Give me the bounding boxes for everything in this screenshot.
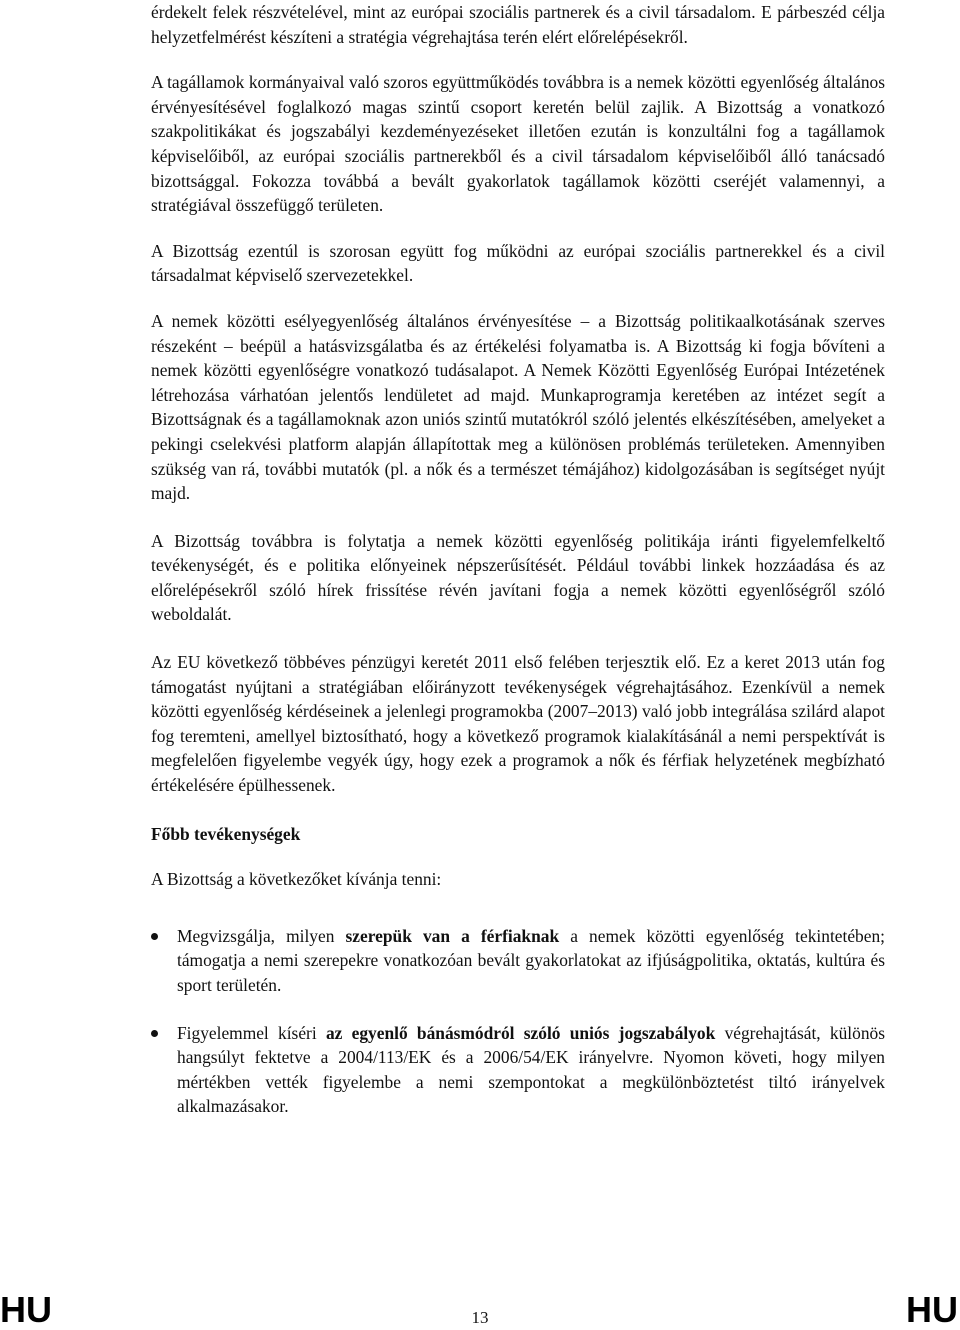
list-item-emphasis: szerepük van a férfiaknak [345, 925, 560, 946]
paragraph-gender-mainstreaming: A nemek közötti esélyegyenlőség általános érvényesítése – a Bizottság politikaalkotásának szerves részeként – beépül a hatásvizsgálatba és az értékelési folyamatba is. A Bizottság ki fogja bővíteni a nemek közötti egyenlőségre vonatkozó tudásalapot. A Nemek Közötti Egyenlőség Európai Intézetének létrehozása várhatóan jelentős lendületet ad majd. Munkaprogramja keretében az intézet segít a Bizottságnak és a tagállamoknak azon uniós szintű mutatókról szóló jelentés elkészítésében, amelyeket a pekingi cselekvési platform alapján állapítottak meg a különösen problémás területeken. Amennyiben szükség van rá, további mutatók (pl. a nők és a természet témájához) kidolgozásában is segítséget nyújt majd. [151, 310, 885, 504]
paragraph-member-state-cooperation: A tagállamok kormányaival való szoros együttműködés továbbra is a nemek közötti egyenlőség általános érvényesítésével foglalkozó magas szintű csoport keretén belül zajlik. A Bizottság a vonatkozó szakpolitikákat és jogszabályi kezdeményezéseket illetően ezután is konzultálni fog a tagállamok képviselőiből, az európai szociális partnerekből és a civil társadalom képviselőiből álló tanácsadó bizottsággal. Fokozza továbbá a bevált gyakorlatok tagállamok közötti cseréjét valamennyi, a stratégiával összefüggő területen. [151, 72, 885, 216]
list-item-text-rest: végrehajtását, különös hangsúlyt fektetve a 2004/113/EK és a 2006/54/EK irányelvre. Nyomon követi, hogy milyen mértékben vették figyelembe a nemi szempontokat a megkülönböztetést tiltó irányelvek alkalmazásakor. [177, 1022, 885, 1117]
list-item-text-rest: a nemek közötti egyenlőség tekintetében; támogatja a nemi szerepekre vonatkozóan bevált gyakorlatokat az ifjúságpolitika, oktatás, kultúra és sport területén. [177, 925, 885, 995]
paragraph-stakeholder-dialogue: érdekelt felek részvételével, mint az európai szociális partnerek és a civil társadalom. E párbeszéd célja helyzetfelmérést készíteni a stratégia végrehajtása terén elért előrelépésekről. [151, 2, 885, 47]
section-intro: A Bizottság a következőket kívánja tenni: [151, 869, 442, 890]
paragraph-awareness-raising: A Bizottság továbbra is folytatja a nemek közötti egyenlőség politikája iránti figyelemfelkeltő tevékenységét, és e politika előnyeinek népszerűsítését. Például további linkek hozzáadása és az előrelépésekről szóló hírek frissítése révén javítani fogja a nemek közötti egyenlőségről szóló weboldalát. [151, 530, 885, 625]
page-number: 13 [471, 1308, 489, 1327]
list-item-text-lead: Megvizsgálja, milyen [177, 925, 346, 946]
bullet-icon [151, 933, 158, 940]
list-item [151, 1021, 885, 1119]
footer-language-code-left: HU [0, 1289, 52, 1330]
paragraph-financial-framework: Az EU következő többéves pénzügyi keretét 2011 első felében terjesztik elő. Ez a keret 2013 után fog támogatást nyújtani a stratégiában előirányzott tevékenységek végrehajtásához. Ezenkívül a nemek közötti egyenlőség kérdéseinek a jelenlegi programokba (2007–2013) való jobb integrálása szilárd alapot fog teremteni, amellyel biztosítható, hogy a következő programok kialakításánál a nemi perspektívát is megfelelően figyelembe vegyék úgy, hogy ezek a programok a nők és férfiak helyzetének megbízható értékelésére épülhessenek. [151, 652, 885, 796]
document-page [151, 0, 885, 1119]
list-item [151, 924, 885, 998]
paragraph-social-partners: A Bizottság ezentúl is szorosan együtt fog működni az európai szociális partnerekkel és a civil társadalmat képviselő szervezetekkel. [151, 240, 885, 286]
footer-language-code-right: HU [906, 1289, 958, 1330]
list-item-text-lead: Figyelemmel kíséri [177, 1022, 326, 1043]
action-list [151, 924, 885, 1119]
section-heading: Főbb tevékenységek [151, 823, 301, 844]
list-item-emphasis: az egyenlő bánásmódról szóló uniós jogszabályok [325, 1022, 716, 1043]
bullet-icon [151, 1030, 158, 1037]
